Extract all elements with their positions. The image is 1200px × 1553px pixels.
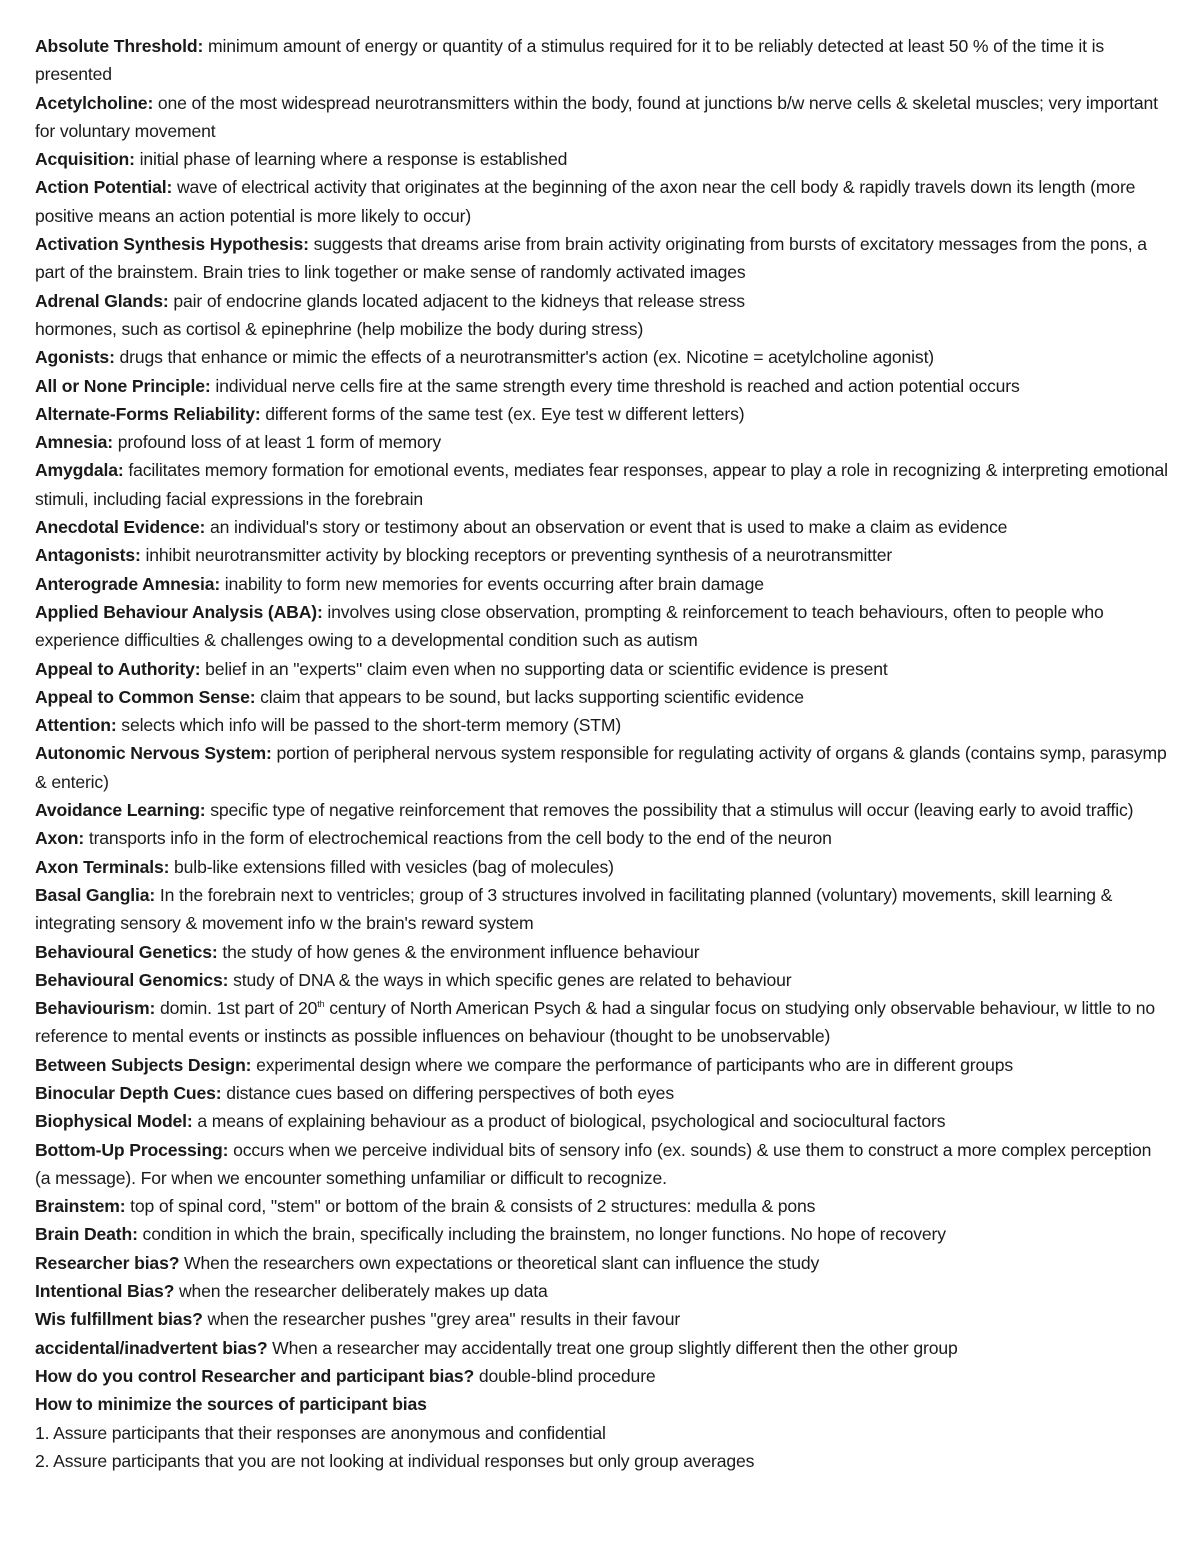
definition: different forms of the same test (ex. Eye test w different letters) [260, 403, 745, 424]
entry-wish-fulfillment-bias [35, 1305, 1170, 1333]
entry-amygdala [35, 456, 1170, 513]
definition: profound loss of at least 1 form of memory [113, 432, 441, 453]
entry-researcher-bias [35, 1249, 1170, 1277]
term: Applied Behaviour Analysis (ABA): [35, 601, 323, 622]
definition: when the researcher deliberately makes up data [174, 1281, 548, 1302]
term: How to minimize the sources of participant bias [35, 1394, 427, 1415]
term: Behavioural Genomics: [35, 969, 229, 990]
definition: specific type of negative reinforcement that removes the possibility that a stimulus will occur (leaving early to avoid traffic) [205, 800, 1134, 821]
definition: bulb-like extensions filled with vesicles (bag of molecules) [169, 856, 614, 877]
definition: double-blind procedure [474, 1365, 656, 1386]
term: Binocular Depth Cues: [35, 1082, 222, 1103]
entry-agonists [35, 343, 1170, 371]
term: Bottom-Up Processing: [35, 1139, 229, 1160]
entry-attention [35, 711, 1170, 739]
term: How do you control Researcher and participant bias? [35, 1365, 475, 1386]
definition: minimum amount of energy or quantity of a stimulus required for it to be reliably detected at least 50 % of the time it is presented [35, 36, 1104, 85]
term: Behavioural Genetics: [35, 941, 218, 962]
term: Antagonists: [35, 545, 141, 566]
term: Avoidance Learning: [35, 800, 206, 821]
entry-appeal-to-common-sense [35, 683, 1170, 711]
entry-avoidance-learning [35, 796, 1170, 824]
term: Axon: [35, 828, 85, 849]
term: Acetylcholine: [35, 92, 154, 113]
definition: claim that appears to be sound, but lacks supporting scientific evidence [255, 686, 804, 707]
entry-acquisition [35, 145, 1170, 173]
term: Absolute Threshold: [35, 36, 204, 56]
entry-amnesia [35, 428, 1170, 456]
definition: an individual's story or testimony about an observation or event that is used to make a claim as evidence [205, 517, 1008, 538]
definition: individual nerve cells fire at the same strength every time threshold is reached and action potential occurs [210, 375, 1020, 396]
entry-anecdotal-evidence [35, 513, 1170, 541]
term: Attention: [35, 715, 117, 736]
definition: transports info in the form of electrochemical reactions from the cell body to the end of the neuron [84, 828, 832, 849]
entry-minimize-participant-bias [35, 1390, 1170, 1418]
entry-action-potential [35, 173, 1170, 230]
entry-brainstem [35, 1192, 1170, 1220]
superscript: th [317, 999, 325, 1010]
term: Brain Death: [35, 1224, 138, 1245]
term: Adrenal Glands: [35, 290, 169, 311]
definition: inability to form new memories for events occurring after brain damage [220, 573, 764, 594]
entry-adrenal-glands [35, 287, 1170, 344]
entry-behavioural-genomics [35, 966, 1170, 994]
entry-bottom-up-processing [35, 1136, 1170, 1193]
definition: In the forebrain next to ventricles; group of 3 structures involved in facilitating planned (voluntary) movements, skill learning & integrating sensory & movement info w the brain's reward system [35, 884, 1113, 934]
definition: initial phase of learning where a response is established [134, 149, 568, 170]
term: Brainstem: [35, 1196, 126, 1217]
entry-basal-ganglia [35, 881, 1170, 938]
term: Acquisition: [35, 149, 135, 170]
entry-antagonists [35, 541, 1170, 569]
term: Basal Ganglia: [35, 884, 156, 905]
term: Anecdotal Evidence: [35, 517, 206, 538]
definition: a means of explaining behaviour as a product of biological, psychological and sociocultural factors [192, 1111, 946, 1132]
definition: involves using close observation, prompting & reinforcement to teach behaviours, often to people who experience difficulties & challenges owing to a developmental condition such as autism [35, 601, 1104, 651]
term: Action Potential: [35, 177, 173, 198]
term: All or None Principle: [35, 375, 211, 396]
definition: occurs when we perceive individual bits of sensory info (ex. sounds) & use them to construct a more complex perception (a message). For when we encounter something unfamiliar or difficult to recognize. [35, 1139, 1152, 1188]
term: Anterograde Amnesia: [35, 573, 221, 594]
definition: portion of peripheral nervous system responsible for regulating activity of organs & glands (contains symp, parasymp & enteric) [35, 743, 1167, 792]
list-item: 2. Assure participants that you are not looking at individual responses but only group averages [35, 1450, 755, 1471]
term: Behaviourism: [35, 998, 156, 1019]
definition: When the researchers own expectations or theoretical slant can influence the study [179, 1252, 820, 1273]
entry-biophysical-model [35, 1107, 1170, 1135]
term: Amnesia: [35, 432, 113, 453]
term: Agonists: [35, 347, 115, 368]
term: Appeal to Common Sense: [35, 686, 256, 707]
entry-intentional-bias [35, 1277, 1170, 1305]
definition: drugs that enhance or mimic the effects of a neurotransmitter's action (ex. Nicotine = acetylcholine agonist) [114, 347, 935, 368]
entry-between-subjects-design [35, 1051, 1170, 1079]
definition: top of spinal cord, "stem" or bottom of the brain & consists of 2 structures: medulla & pons [125, 1196, 816, 1217]
definition: pair of endocrine glands located adjacent to the kidneys that release stress [168, 290, 745, 311]
definition: suggests that dreams arise from brain activity originating from bursts of excitatory messages from the pons, a part of the brainstem. Brain tries to link together or make sense of randomly activated images [35, 234, 1147, 283]
term: accidental/inadvertent bias? [35, 1337, 268, 1358]
glossary-document [35, 32, 1170, 1475]
entry-autonomic-nervous-system [35, 739, 1170, 796]
entry-accidental-bias [35, 1334, 1170, 1362]
definition: facilitates memory formation for emotional events, mediates fear responses, appear to play a role in recognizing & interpreting emotional stimuli, including facial expressions in the forebrain [35, 460, 1168, 509]
definition: distance cues based on differing perspectives of both eyes [221, 1082, 674, 1103]
term: Alternate-Forms Reliability: [35, 403, 261, 424]
entry-activation-synthesis [35, 230, 1170, 287]
term: Between Subjects Design: [35, 1054, 252, 1075]
term: Appeal to Authority: [35, 658, 201, 679]
definition: domin. 1st part of 20 [155, 998, 318, 1019]
term: Axon Terminals: [35, 856, 170, 877]
entry-brain-death [35, 1220, 1170, 1248]
entry-alternate-forms [35, 400, 1170, 428]
definition: When a researcher may accidentally treat one group slightly different then the other group [267, 1337, 958, 1358]
definition: the study of how genes & the environment influence behaviour [217, 941, 700, 962]
entry-acetylcholine [35, 89, 1170, 146]
entry-axon [35, 824, 1170, 852]
definition: one of the most widespread neurotransmitters within the body, found at junctions b/w nerve cells & skeletal muscles; very important for voluntary movement [35, 92, 1158, 141]
entry-behaviourism [35, 994, 1170, 1051]
entry-all-or-none [35, 372, 1170, 400]
definition-continued: century of North American Psych & had a singular focus on studying only observable behaviour, w little to no reference to mental events or instincts as possible influences on behaviour (thought to be unobservable) [35, 998, 1156, 1047]
definition: wave of electrical activity that originates at the beginning of the axon near the cell body & rapidly travels down its length (more positive means an action potential is more likely to occur) [35, 177, 1136, 226]
term: Intentional Bias? [35, 1281, 175, 1302]
term: Amygdala: [35, 460, 124, 481]
entry-control-bias [35, 1362, 1170, 1390]
list-item: 1. Assure participants that their responses are anonymous and confidential [35, 1422, 606, 1443]
entry-absolute-threshold [35, 32, 1170, 89]
entry-appeal-to-authority [35, 655, 1170, 683]
definition: condition in which the brain, specifically including the brainstem, no longer functions. No hope of recovery [137, 1224, 946, 1245]
entry-applied-behaviour-analysis [35, 598, 1170, 655]
definition: when the researcher pushes "grey area" results in their favour [202, 1309, 681, 1330]
definition-continued: hormones, such as cortisol & epinephrine (help mobilize the body during stress) [35, 318, 644, 339]
definition: study of DNA & the ways in which specific genes are related to behaviour [228, 969, 792, 990]
term: Wis fulfillment bias? [35, 1309, 203, 1330]
term: Researcher bias? [35, 1252, 180, 1273]
term: Activation Synthesis Hypothesis: [35, 234, 309, 255]
term: Biophysical Model: [35, 1111, 193, 1132]
term: Autonomic Nervous System: [35, 743, 272, 764]
entry-anterograde-amnesia [35, 570, 1170, 598]
definition: experimental design where we compare the performance of participants who are in different groups [251, 1054, 1014, 1075]
definition: belief in an "experts" claim even when no supporting data or scientific evidence is present [200, 658, 888, 679]
definition: inhibit neurotransmitter activity by blocking receptors or preventing synthesis of a neurotransmitter [140, 545, 893, 566]
entry-axon-terminals [35, 853, 1170, 881]
entry-behavioural-genetics [35, 938, 1170, 966]
definition: selects which info will be passed to the short-term memory (STM) [116, 715, 622, 736]
entry-binocular-depth-cues [35, 1079, 1170, 1107]
